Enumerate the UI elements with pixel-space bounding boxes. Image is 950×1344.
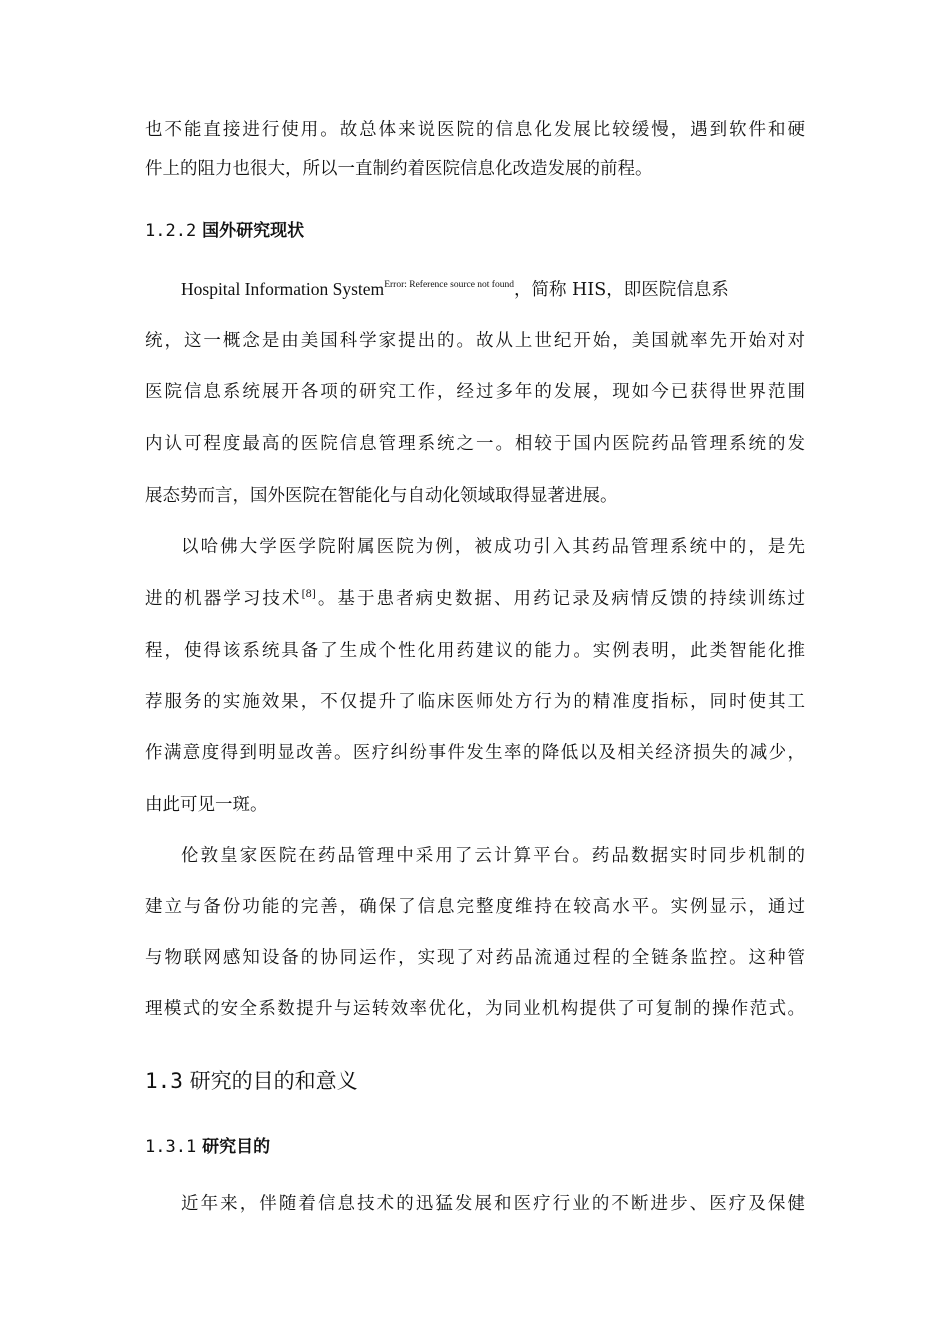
p1-line-1 [181, 277, 729, 302]
p1-line-2: 统，这一概念是由美国科学家提出的。故从上世纪开始，美国就率先开始对对 [145, 331, 805, 351]
heading-1-3 [145, 1065, 358, 1095]
citation-8: [8] [301, 589, 316, 600]
p4-line-1: 近年来，伴随着信息技术的迅猛发展和医疗行业的不断进步、医疗及保健 [181, 1194, 805, 1214]
continuation-line-1: 也不能直接进行使用。故总体来说医院的信息化发展比较缓慢，遇到软件和硬 [145, 120, 805, 140]
p3-line-2: 建立与备份功能的完善，确保了信息完整度维持在较高水平。实例显示，通过 [145, 897, 805, 917]
heading-title: 研究的目的和意义 [189, 1069, 358, 1093]
p2-line-2 [145, 587, 805, 611]
continuation-line-2: 件上的阻力也很大，所以一直制约着医院信息化改造发展的前程。 [145, 159, 653, 179]
p1-line-5: 展态势而言，国外医院在智能化与自动化领域取得显著进展。 [145, 486, 618, 506]
heading-1-3-1 [145, 1132, 270, 1157]
his-term: Hospital Information System [181, 279, 385, 299]
p1-line-1-rest: ，简称 HIS，即医院信息系 [513, 280, 729, 300]
heading-number: 1.2.2 [145, 221, 197, 241]
p2-line-4: 荐服务的实施效果，不仅提升了临床医师处方行为的精准度指标，同时使其工 [145, 692, 805, 712]
heading-1-2-2 [145, 216, 304, 241]
p2-line-1: 以哈佛大学医学院附属医院为例，被成功引入其药品管理系统中的，是先 [181, 537, 805, 557]
reference-error: Error: Reference source not found [384, 280, 514, 290]
heading-title: 国外研究现状 [202, 221, 305, 241]
p1-line-4: 内认可程度最高的医院信息管理系统之一。相较于国内医院药品管理系统的发 [145, 434, 805, 454]
p2-line-6: 由此可见一斑。 [145, 795, 268, 815]
p1-line-3: 医院信息系统展开各项的研究工作，经过多年的发展，现如今已获得世界范围 [145, 382, 805, 402]
p3-line-3: 与物联网感知设备的协同运作，实现了对药品流通过程的全链条监控。这种管 [145, 948, 805, 968]
heading-title: 研究目的 [202, 1137, 271, 1157]
p2-line-3: 程，使得该系统具备了生成个性化用药建议的能力。实例表明，此类智能化推 [145, 641, 805, 661]
p3-line-1: 伦敦皇家医院在药品管理中采用了云计算平台。药品数据实时同步机制的 [181, 846, 805, 866]
heading-number: 1.3.1 [145, 1137, 197, 1157]
p2-line-2-b: 。基于患者病史数据、用药记录及病情反馈的持续训练过 [315, 589, 806, 609]
p2-line-2-a: 进的机器学习技术 [145, 589, 302, 609]
heading-number: 1.3 [145, 1069, 183, 1093]
p2-line-5: 作满意度得到明显改善。医疗纠纷事件发生率的降低以及相关经济损失的减少， [145, 743, 805, 763]
p3-line-4: 理模式的安全系数提升与运转效率优化，为同业机构提供了可复制的操作范式。 [145, 999, 805, 1019]
